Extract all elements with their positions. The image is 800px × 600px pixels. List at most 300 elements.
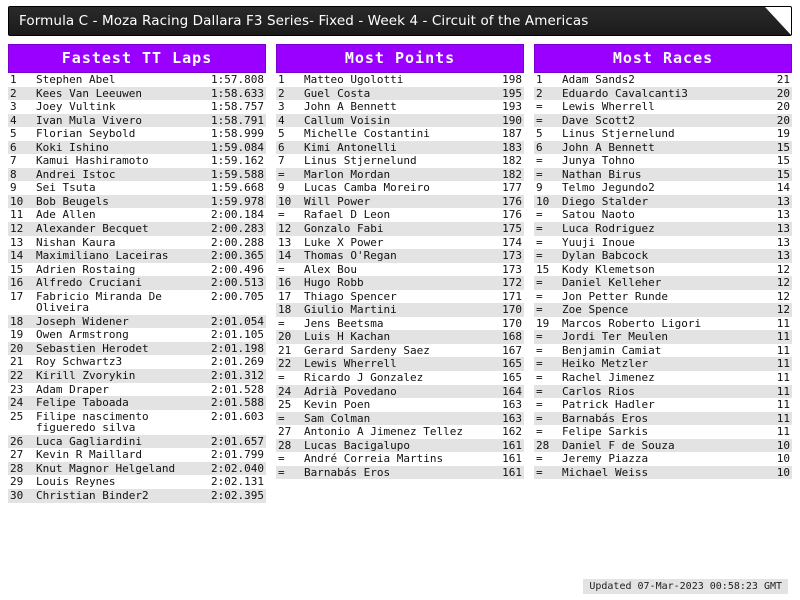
row-driver-name: Guel Costa [302, 87, 486, 101]
row-driver-name: Florian Seybold [36, 127, 136, 141]
row-value: 2:01.528 [211, 382, 264, 396]
row-position: = [278, 208, 285, 222]
row-driver-name: Michelle Costantini [304, 127, 430, 141]
row-driver-name: Kamui Hashiramoto [36, 154, 149, 168]
row-driver-name: Koki Ishino [34, 141, 198, 155]
row-driver-name: Kody Klemetson [562, 262, 655, 276]
row-position: 4 [276, 114, 302, 128]
row-driver-name: Jeremy Piazza [562, 452, 649, 466]
row-position: = [536, 371, 543, 385]
row-value: 2:00.288 [211, 235, 264, 249]
row-driver-name: Junya Tohno [562, 154, 635, 168]
row-position: = [534, 222, 560, 236]
table-row [8, 100, 266, 114]
row-value: 1:58.999 [211, 127, 264, 141]
row-position: = [536, 235, 543, 249]
row-value: 2:01.588 [198, 396, 266, 410]
row-driver-name: Lucas Bacigalupo [302, 439, 486, 453]
row-value: 11 [776, 316, 790, 330]
row-position: 28 [276, 439, 302, 453]
table-row [8, 410, 266, 435]
row-value: 13 [758, 222, 792, 236]
row-value: 164 [486, 385, 524, 399]
row-driver-name: Sei Tsuta [36, 181, 96, 195]
row-value: 171 [502, 289, 522, 303]
row-position: 13 [10, 235, 24, 249]
table-row [276, 330, 524, 344]
row-value: 21 [776, 73, 790, 86]
row-position: 8 [8, 168, 34, 182]
row-position: 17 [278, 289, 292, 303]
table-row [276, 208, 524, 222]
table-row [534, 371, 792, 385]
row-driver-name: John A Bennett [304, 100, 397, 114]
row-position: = [534, 412, 560, 426]
row-value: 177 [502, 181, 522, 195]
table-row [276, 168, 524, 182]
row-value: 12 [776, 289, 790, 303]
row-value: 13 [758, 195, 792, 209]
table-row [8, 208, 266, 222]
table-row [534, 181, 792, 195]
table-row [276, 371, 524, 385]
table-row [8, 462, 266, 476]
row-driver-name: Alex Bou [304, 262, 357, 276]
table-row [534, 154, 792, 168]
row-value: 12 [776, 262, 790, 276]
table-row [8, 328, 266, 342]
row-value: 1:59.162 [211, 154, 264, 168]
table-row [534, 452, 792, 466]
table-row [8, 448, 266, 462]
row-position: 28 [8, 462, 34, 476]
row-position: 27 [278, 425, 292, 439]
row-position: = [536, 452, 543, 466]
row-value: 13 [776, 208, 790, 222]
row-driver-name: Gerard Sardeny Saez [304, 343, 430, 357]
table-row [534, 236, 792, 250]
row-position: 2 [534, 87, 560, 101]
row-position: = [534, 466, 560, 480]
row-value: 182 [502, 154, 522, 168]
row-value: 2:02.131 [211, 475, 264, 489]
row-value: 1:59.668 [211, 181, 264, 195]
row-value: 12 [758, 303, 792, 317]
table-row [276, 452, 524, 466]
row-position: = [536, 289, 543, 303]
table-row [276, 412, 524, 426]
row-driver-name: Luca Gagliardini [34, 435, 198, 449]
table-row [276, 249, 524, 263]
table-row [276, 141, 524, 155]
row-position: 20 [276, 330, 302, 344]
table-row [8, 236, 266, 250]
table-row [276, 114, 524, 128]
row-value: 13 [776, 235, 790, 249]
row-position: 16 [276, 276, 302, 290]
row-position: = [534, 385, 560, 399]
row-driver-name: Michael Weiss [560, 466, 758, 480]
row-position: = [536, 343, 543, 357]
row-position: = [534, 303, 560, 317]
row-position: 22 [8, 369, 34, 383]
table-row [276, 303, 524, 317]
row-position: 2 [8, 87, 34, 101]
table-row [534, 276, 792, 290]
row-driver-name: Jordi Ter Meulen [560, 330, 758, 344]
row-value: 174 [502, 235, 522, 249]
table-row [276, 222, 524, 236]
row-driver-name: Stephen Abel [36, 73, 116, 86]
row-value: 15 [776, 154, 790, 168]
row-value: 168 [486, 330, 524, 344]
table-row [534, 290, 792, 304]
row-driver-name: Yuuji Inoue [562, 235, 635, 249]
row-position: = [278, 371, 285, 385]
row-driver-name: Daniel Kelleher [560, 276, 758, 290]
row-driver-name: Diego Stalder [560, 195, 758, 209]
row-position: 1 [536, 73, 543, 86]
row-driver-name: Adam Sands2 [562, 73, 635, 86]
row-driver-name: Fabricio Miranda De Oliveira [36, 289, 162, 315]
row-value: 173 [486, 249, 524, 263]
row-driver-name: Kevin Poen [304, 398, 371, 412]
row-value: 13 [758, 249, 792, 263]
row-position: 12 [276, 222, 302, 236]
table-row [8, 127, 266, 141]
row-position: 9 [10, 181, 17, 195]
table-row [8, 87, 266, 101]
row-position: 4 [8, 114, 34, 128]
row-driver-name: Adam Draper [36, 382, 109, 396]
row-position: 18 [8, 315, 34, 329]
row-position: 10 [8, 195, 34, 209]
table-row [534, 344, 792, 358]
table-row [534, 87, 792, 101]
table-row [276, 357, 524, 371]
row-driver-name: André Correia Martins [304, 452, 444, 466]
table-row [276, 276, 524, 290]
row-value: 161 [486, 439, 524, 453]
table-most-points [276, 73, 524, 479]
row-value: 176 [502, 208, 522, 222]
row-position: 24 [8, 396, 34, 410]
row-value: 15 [758, 141, 792, 155]
row-value: 2:01.054 [198, 315, 266, 329]
updated-timestamp: Updated 07-Mar-2023 00:58:23 GMT [583, 579, 788, 594]
row-value: 10 [758, 466, 792, 480]
row-value: 2:00.283 [198, 222, 266, 236]
table-row [534, 412, 792, 426]
row-driver-name: Jon Petter Runde [562, 289, 668, 303]
table-row [8, 73, 266, 87]
row-position: = [278, 452, 285, 466]
row-value: 172 [486, 276, 524, 290]
row-driver-name: Roy Schwartz3 [36, 355, 123, 369]
row-position: 25 [278, 398, 292, 412]
table-row [534, 357, 792, 371]
row-driver-name: Lewis Wherrell [302, 357, 486, 371]
row-position: 25 [10, 409, 24, 423]
table-row [276, 100, 524, 114]
row-position: = [534, 249, 560, 263]
table-row [8, 222, 266, 236]
row-value: 162 [502, 425, 522, 439]
row-value: 11 [758, 357, 792, 371]
row-position: 18 [276, 303, 302, 317]
table-row [534, 303, 792, 317]
row-value: 167 [502, 343, 522, 357]
row-position: 22 [276, 357, 302, 371]
row-position: 3 [278, 100, 285, 114]
row-position: 29 [10, 475, 24, 489]
row-value: 10 [758, 439, 792, 453]
table-row [8, 435, 266, 449]
table-row [276, 344, 524, 358]
table-row [8, 342, 266, 356]
row-position: 13 [278, 235, 292, 249]
row-driver-name: Joey Vultink [36, 100, 116, 114]
row-driver-name: Barnabás Eros [302, 466, 486, 480]
row-driver-name: Bob Beugels [34, 195, 198, 209]
row-driver-name: Louis Reynes [36, 475, 116, 489]
row-value: 163 [502, 398, 522, 412]
table-row [8, 168, 266, 182]
row-driver-name: Luke X Power [304, 235, 384, 249]
row-value: 2:01.312 [198, 369, 266, 383]
table-row [8, 290, 266, 315]
table-row [534, 385, 792, 399]
row-driver-name: Gonzalo Fabi [302, 222, 486, 236]
row-driver-name: Kirill Zvorykin [34, 369, 198, 383]
table-row [276, 439, 524, 453]
row-driver-name: Matteo Ugolotti [304, 73, 404, 86]
row-driver-name: Ricardo J Gonzalez [304, 371, 424, 385]
row-position: = [536, 154, 543, 168]
row-driver-name: Marcos Roberto Ligori [562, 316, 702, 330]
row-value: 11 [758, 412, 792, 426]
row-driver-name: Marlon Mordan [302, 168, 486, 182]
row-value: 2:00.365 [198, 249, 266, 263]
row-position: 5 [536, 127, 543, 141]
table-most-races [534, 73, 792, 479]
row-position: = [276, 466, 302, 480]
row-value: 165 [486, 357, 524, 371]
row-value: 1:59.084 [198, 141, 266, 155]
row-driver-name: Zoe Spence [560, 303, 758, 317]
table-row [276, 317, 524, 331]
table-row [8, 195, 266, 209]
row-position: 6 [276, 141, 302, 155]
row-position: 19 [10, 328, 24, 342]
row-driver-name: Felipe Taboada [34, 396, 198, 410]
row-position: = [536, 425, 543, 439]
row-driver-name: Linus Stjernelund [304, 154, 417, 168]
row-driver-name: Lewis Wherrell [562, 100, 655, 114]
row-position: 26 [8, 435, 34, 449]
row-value: 2:01.657 [198, 435, 266, 449]
row-position: 24 [276, 385, 302, 399]
row-driver-name: Owen Armstrong [36, 328, 129, 342]
column-most-races [534, 44, 792, 503]
row-position: = [536, 398, 543, 412]
row-driver-name: Christian Binder2 [34, 489, 198, 503]
row-value: 10 [776, 452, 790, 466]
row-position: = [278, 262, 285, 276]
table-row [8, 383, 266, 397]
row-driver-name: Nishan Kaura [36, 235, 116, 249]
row-value: 2:00.184 [211, 208, 264, 222]
row-driver-name: Linus Stjernelund [562, 127, 675, 141]
row-value: 1:57.808 [211, 73, 264, 86]
row-position: 28 [534, 439, 560, 453]
row-value: 19 [776, 127, 790, 141]
row-position: = [276, 412, 302, 426]
column-most-points [276, 44, 524, 503]
row-driver-name: Knut Magnor Helgeland [34, 462, 198, 476]
row-position: 21 [278, 343, 292, 357]
row-position: 5 [10, 127, 17, 141]
row-position: 6 [534, 141, 560, 155]
row-driver-name: Lucas Camba Moreiro [304, 181, 430, 195]
table-row [276, 73, 524, 87]
table-row [276, 425, 524, 439]
row-driver-name: Sam Colman [302, 412, 486, 426]
row-value: 2:02.040 [198, 462, 266, 476]
table-row [8, 181, 266, 195]
row-value: 1:58.757 [211, 100, 264, 114]
table-row [8, 141, 266, 155]
row-driver-name: Benjamin Camiat [562, 343, 662, 357]
table-row [534, 263, 792, 277]
row-value: 173 [502, 262, 522, 276]
row-driver-name: Antonio A Jimenez Tellez [304, 425, 463, 439]
table-row [276, 290, 524, 304]
row-value: 165 [502, 371, 522, 385]
row-position: = [536, 100, 543, 114]
row-driver-name: Alfredo Cruciani [34, 276, 198, 290]
table-row [8, 489, 266, 503]
row-driver-name: Satou Naoto [562, 208, 635, 222]
row-position: 17 [10, 289, 24, 303]
row-driver-name: Joseph Widener [34, 315, 198, 329]
row-value: 11 [776, 398, 790, 412]
table-row [8, 249, 266, 263]
row-position: 7 [10, 154, 17, 168]
row-value: 2:01.198 [198, 342, 266, 356]
table-row [8, 315, 266, 329]
row-value: 170 [486, 303, 524, 317]
row-position: 27 [10, 448, 24, 462]
row-driver-name: Jens Beetsma [304, 316, 384, 330]
row-driver-name: Kees Van Leeuwen [34, 87, 198, 101]
row-value: 183 [486, 141, 524, 155]
table-row [534, 127, 792, 141]
table-row [534, 73, 792, 87]
results-columns [8, 44, 792, 503]
row-position: = [534, 276, 560, 290]
corner-fold-decoration [765, 7, 791, 35]
row-position: 30 [8, 489, 34, 503]
row-position: 20 [8, 342, 34, 356]
row-driver-name: Carlos Rios [560, 385, 758, 399]
row-value: 193 [502, 100, 522, 114]
row-driver-name: Filipe nascimento figueredo silva [36, 409, 149, 435]
row-value: 12 [758, 276, 792, 290]
title-bar [8, 6, 792, 36]
row-position: 14 [8, 249, 34, 263]
row-driver-name: Adrien Rostaing [36, 262, 136, 276]
row-driver-name: Thiago Spencer [304, 289, 397, 303]
table-row [534, 222, 792, 236]
row-driver-name: Thomas O'Regan [302, 249, 486, 263]
row-value: 163 [486, 412, 524, 426]
row-value: 2:02.395 [198, 489, 266, 503]
row-value: 20 [776, 100, 790, 114]
row-driver-name: Dylan Babcock [560, 249, 758, 263]
row-position: 3 [10, 100, 17, 114]
table-row [8, 114, 266, 128]
table-row [534, 100, 792, 114]
row-value: 176 [486, 195, 524, 209]
row-driver-name: Kevin R Maillard [36, 448, 142, 462]
row-position: 6 [8, 141, 34, 155]
table-row [8, 263, 266, 277]
table-row [534, 439, 792, 453]
row-position: 14 [276, 249, 302, 263]
column-fastest-tt-laps [8, 44, 266, 503]
table-row [534, 249, 792, 263]
table-row [8, 396, 266, 410]
row-value: 198 [502, 73, 522, 86]
row-value: 2:00.513 [198, 276, 266, 290]
row-driver-name: Barnabás Eros [560, 412, 758, 426]
row-driver-name: Ade Allen [36, 208, 96, 222]
table-row [276, 385, 524, 399]
column-title-most-points: Most Points [276, 44, 524, 73]
row-position: = [534, 330, 560, 344]
table-row [8, 475, 266, 489]
table-row [276, 263, 524, 277]
row-position: 9 [278, 181, 285, 195]
table-row [534, 114, 792, 128]
row-position: 1 [10, 73, 17, 86]
table-row [276, 87, 524, 101]
row-driver-name: Felipe Sarkis [562, 425, 649, 439]
row-position: 21 [10, 355, 24, 369]
row-value: 14 [776, 181, 790, 195]
row-value: 2:00.705 [211, 289, 264, 303]
row-driver-name: Daniel F de Souza [560, 439, 758, 453]
row-position: 7 [278, 154, 285, 168]
table-row [276, 466, 524, 480]
row-value: 1:58.791 [198, 114, 266, 128]
row-position: 9 [536, 181, 543, 195]
row-value: 195 [486, 87, 524, 101]
row-value: 11 [776, 343, 790, 357]
row-value: 1:58.633 [198, 87, 266, 101]
row-value: 2:01.799 [211, 448, 264, 462]
row-driver-name: Rafael D Leon [304, 208, 391, 222]
row-driver-name: Heiko Metzler [560, 357, 758, 371]
row-value: 11 [776, 371, 790, 385]
row-driver-name: Alexander Becquet [34, 222, 198, 236]
table-row [534, 168, 792, 182]
row-driver-name: Ivan Mula Vivero [34, 114, 198, 128]
row-position: 5 [278, 127, 285, 141]
row-position: = [534, 357, 560, 371]
table-row [276, 181, 524, 195]
